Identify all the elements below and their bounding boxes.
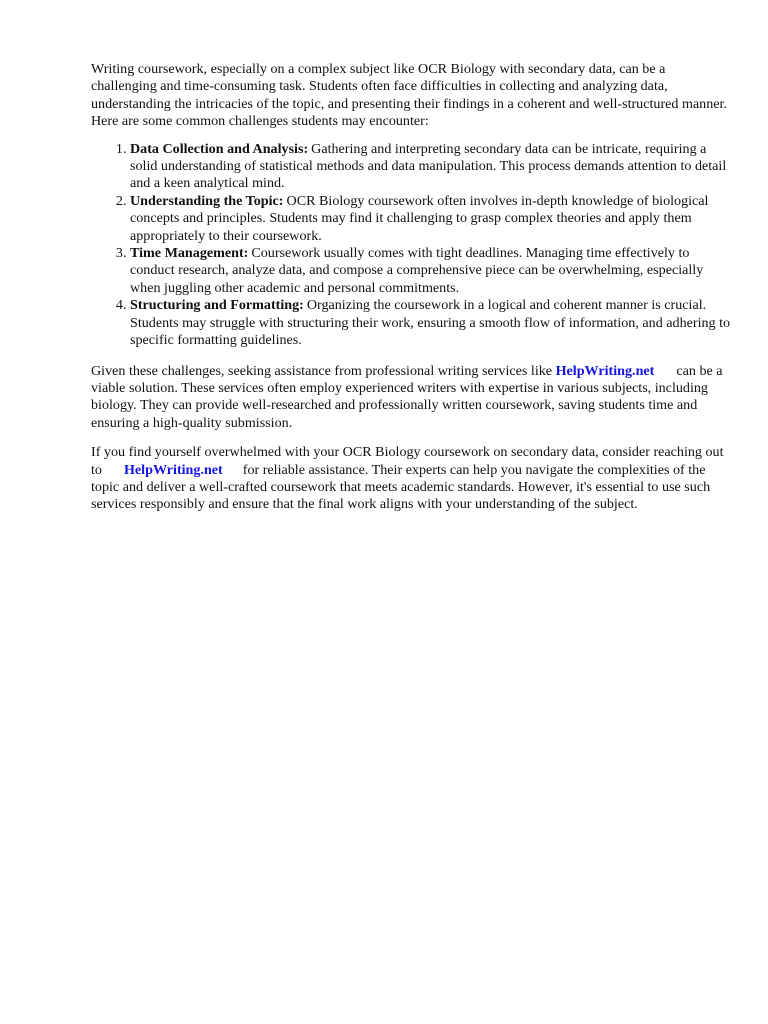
closing-text-after: for reliable assistance. Their experts can help you navigate the complexities of the topic and deliver a well-crafted coursework that meets academic standards. However, it's essential to use such services responsibly and ensure that the final work aligns with your understanding of the subject.	[91, 461, 711, 513]
list-item	[130, 245, 731, 297]
solution-text-after: can be a viable solution. These services often employ experienced writers with expertise in various subjects, including biology. They can provide well-researched and professionally written coursework, saving students time and ensuring a high-quality submission.	[91, 362, 723, 431]
helpwriting-link[interactable]: HelpWriting.net	[123, 461, 223, 478]
challenge-term: Time Management:	[130, 245, 249, 262]
challenge-term: Data Collection and Analysis:	[130, 140, 309, 157]
list-item	[130, 297, 731, 349]
challenge-text: OCR Biology coursework often involves in-depth knowledge of biological concepts and principles. Students may find it challenging to grasp complex theories and apply them appropriately to their coursework.	[130, 192, 709, 244]
challenge-text: Gathering and interpreting secondary data can be intricate, requiring a solid understanding of statistical methods and data manipulation. This process demands attention to detail and a keen analytical mind.	[130, 140, 727, 192]
closing-text-before: If you find yourself overwhelmed with your OCR Biology coursework on secondary data, consider reaching out to	[91, 444, 724, 478]
challenge-text: Coursework usually comes with tight deadlines. Managing time effectively to conduct research, analyze data, and compose a comprehensive piece can be overwhelming, especially when juggling other academic and personal commitments.	[130, 245, 704, 296]
closing-paragraph	[91, 444, 731, 514]
challenge-term: Structuring and Formatting:	[130, 297, 304, 314]
intro-paragraph: Writing coursework, especially on a complex subject like OCR Biology with secondary data, can be a challenging and time-consuming task. Students often face difficulties in collecting and analyzing data, understanding the intricacies of the topic, and presenting their findings in a coherent and well-structured manner. Here are some common challenges students may encounter:	[91, 61, 727, 130]
challenges-list	[91, 141, 731, 350]
challenge-term: Understanding the Topic:	[130, 192, 284, 209]
helpwriting-link[interactable]: HelpWriting.net	[555, 362, 655, 379]
document-page	[91, 61, 731, 514]
list-item	[130, 193, 731, 245]
solution-paragraph	[91, 363, 731, 433]
list-item	[130, 141, 731, 193]
challenge-text: Organizing the coursework in a logical and coherent manner is crucial. Students may struggle with structuring their work, ensuring a smooth flow of information, and adhering to specific formatting guidelines.	[130, 297, 731, 349]
solution-text-before: Given these challenges, seeking assistance from professional writing services like	[91, 362, 553, 379]
